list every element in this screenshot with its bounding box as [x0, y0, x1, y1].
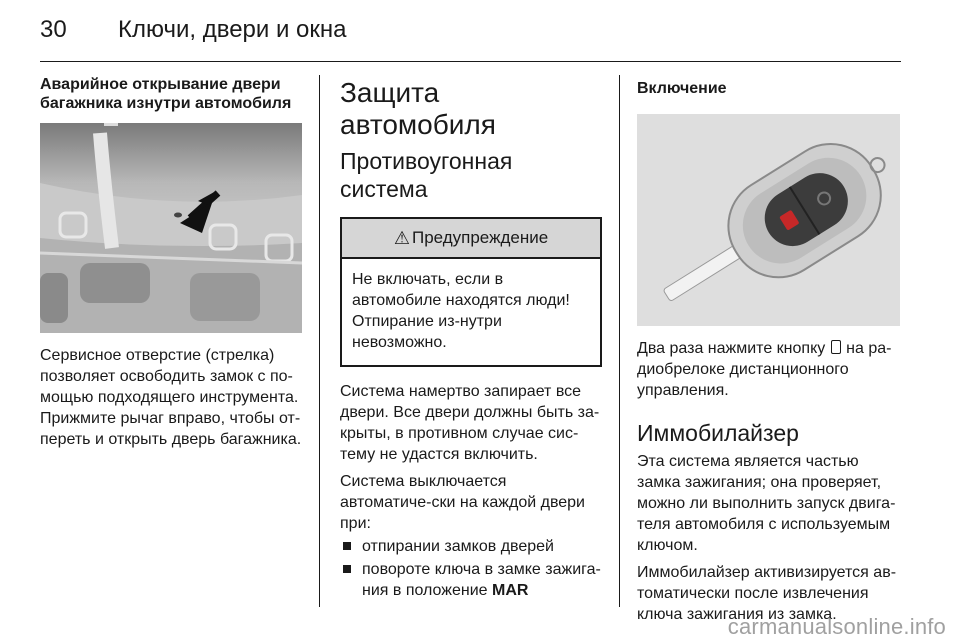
warning-title: Предупреждение: [411, 228, 549, 247]
header-rule: [40, 61, 901, 62]
immobilizer-title: Иммобилайзер: [637, 420, 799, 446]
column-divider-2: [619, 75, 620, 607]
remote-key-illustration: [637, 114, 900, 326]
instruction-text-start: Два раза нажмите кнопку: [637, 340, 830, 357]
warning-text: Не включать, если в автомобиле находятся люди! Отпирание из-нутри невозможно.: [352, 271, 570, 351]
middle-column: [340, 75, 602, 603]
list-item: [340, 536, 602, 557]
activation-heading: Включение: [637, 80, 727, 97]
watermark: carmanualsonline.info: [727, 614, 946, 639]
page-number: 30: [40, 16, 67, 43]
vehicle-security-title: Защита автомобиля: [340, 77, 496, 140]
deadlock-paragraph: Система намертво запирает все двери. Все двери должны быть за-крыты, в противном случае сис-тему не удастся включить.: [340, 383, 600, 463]
warning-box: [340, 217, 602, 367]
instruction-text-end: на ра-диобрелоке дистанционного управления.: [637, 340, 892, 399]
tailgate-caption: Сервисное отверстие (стрелка) позволяет освободить замок с по-мощью подходящего инструмента. Прижмите рычаг вправо, чтобы от-переть и открыть дверь багажника.: [40, 347, 302, 448]
bullet-text: отпирании замков дверей: [362, 538, 554, 555]
immobilizer-paragraph-2: Иммобилайзер активизируется ав-томатически после извлечения ключа зажигания из замка.: [637, 564, 897, 623]
column-divider-1: [319, 75, 320, 607]
auto-off-conditions: [340, 536, 602, 601]
bullet-text: повороте ключа в замке зажига-ния в положение: [362, 561, 601, 599]
remote-key-photo: [637, 114, 900, 326]
warning-title-bar: [342, 219, 600, 259]
emergency-tailgate-heading: Аварийное открывание двери багажника изнутри автомобиля: [40, 76, 292, 112]
section-title: Ключи, двери и окна: [118, 16, 347, 43]
tailgate-interior-illustration: [40, 123, 302, 333]
ignition-position-label: MAR: [492, 582, 529, 599]
warning-triangle-icon: ⚠: [393, 227, 410, 248]
right-column: [637, 75, 900, 625]
list-item: [340, 559, 602, 601]
antitheft-subtitle: Противоугонная система: [340, 148, 513, 202]
immobilizer-paragraph-1: Эта система является частью замка зажигания; она проверяет, можно ли выполнить запуск двига-теля автомобиля с используемым ключом.: [637, 453, 896, 554]
auto-off-paragraph: Система выключается автоматиче-ски на каждой двери при:: [340, 473, 585, 532]
lock-button-icon: [831, 340, 841, 354]
left-column: [40, 75, 302, 450]
tailgate-interior-photo: [40, 123, 302, 333]
activation-instruction: [637, 338, 900, 401]
